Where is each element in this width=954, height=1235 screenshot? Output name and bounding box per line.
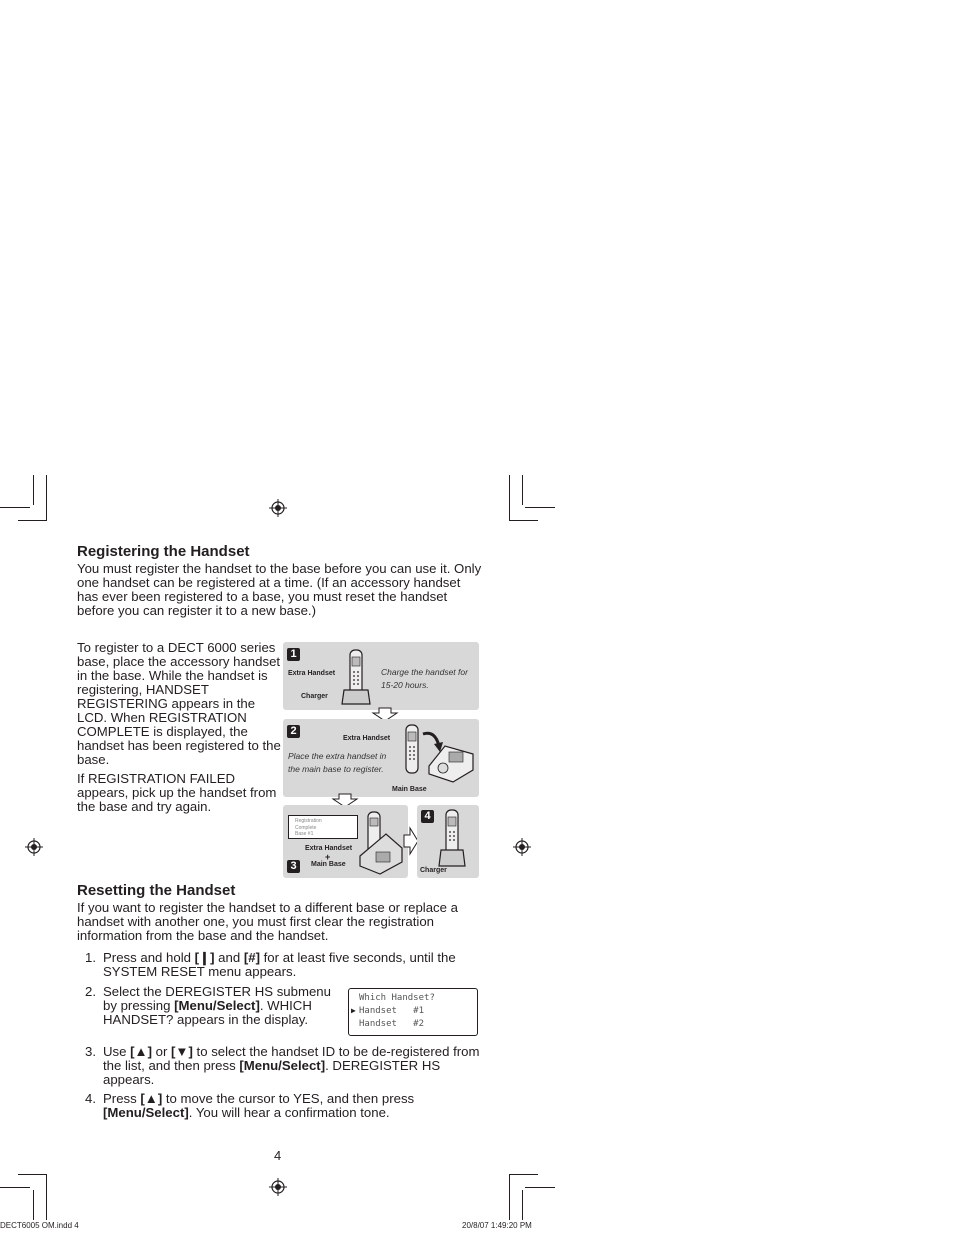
lcd-line: Registration [295,818,322,824]
registration-mark-icon [25,838,43,856]
handset-in-charger-icon [438,808,468,868]
label-charger: Charger [301,693,328,700]
step-text: Use [▲] or [▼] to select the handset ID to be de-registered from the list, and then press [Menu/Select]. DEREGISTER HS appears. [103,1044,480,1087]
crop-mark [509,520,538,521]
resetting-intro: If you want to register the handset to a different base or replace a handset with another one, you must first clear the registration information from the base and the handset. [77,900,458,943]
up-key-icon: [▲] [130,1044,152,1059]
lcd-line: Base #1 [295,831,314,837]
registration-mark-icon [513,838,531,856]
crop-mark [525,507,555,508]
registration-failed-note: If REGISTRATION FAILED appears, pick up the handset from the base and try again. [77,771,277,814]
step-number: 4 [421,810,434,823]
footer-timestamp: 20/8/07 1:49:20 PM [462,1221,532,1230]
label-main-base: Main Base [392,786,427,793]
handset-to-base-icon [403,722,477,784]
crop-mark [0,1187,30,1188]
up-key-icon: [▲] [140,1091,163,1106]
down-key-icon: [▼] [171,1044,193,1059]
step-text: Press [▲] to move the cursor to YES, and then press [Menu/Select]. You will hear a confirmation tone. [103,1091,415,1120]
crop-mark [509,1174,538,1175]
section-title-resetting: Resetting the Handset [77,882,236,899]
registering-intro: You must register the handset to the base before you can use it. Only one handset can be registered at a time. (If an accessory handset has ever been registered to a base, you must reset the handset before you can register it to a new base.) [77,561,482,618]
step-text: Press and hold [❙] and [#] for at least five seconds, until the SYSTEM RESET menu appears. [103,950,456,979]
label-extra-handset: Extra Handset [305,845,353,852]
crop-mark [33,475,34,505]
step-number: 4. [85,1091,96,1106]
footer-file-name: DECT6005 OM.indd 4 [0,1221,79,1230]
handset-in-charger-icon [340,648,376,706]
crop-mark [522,1190,523,1220]
registration-mark-icon [269,499,287,517]
step-number: 2 [287,725,300,738]
crop-mark [525,1187,555,1188]
crop-mark [18,1174,47,1175]
crop-mark [33,1190,34,1220]
crop-mark [509,1174,510,1220]
lcd-line: Handset #1 [359,1006,425,1016]
page-number: 4 [274,1148,282,1163]
crop-mark [522,475,523,505]
step-number: 1 [287,648,300,661]
lcd-line: Complete [295,824,317,831]
crop-mark [46,1174,47,1220]
crop-mark [509,475,510,521]
lcd-which-handset [348,988,478,1036]
crop-mark [46,475,47,521]
registration-mark-icon [269,1178,287,1196]
step-1-note: Charge the handset for 15-20 hours. [381,667,468,690]
step-number: 2. [85,984,96,999]
lcd-registration-complete [288,815,358,839]
crop-mark [18,520,47,521]
step-number: 3 [287,860,300,873]
step-text: Select the DEREGISTER HS submenu by pressing [Menu/Select]. WHICH HANDSET? appears in the display. [103,984,331,1027]
lcd-cursor-icon: ▶ [351,1006,356,1015]
lcd-line: Handset #2 [359,1019,425,1029]
label-extra-handset: Extra Handset [288,670,336,677]
lcd-line: Which Handset? [359,993,435,1003]
crop-mark [0,507,30,508]
step-number: 1. [85,950,96,965]
section-title-registering: Registering the Handset [77,543,250,560]
step-number: 3. [85,1044,96,1059]
label-charger: Charger [420,867,447,874]
plus-sign: + [325,852,331,862]
step-2-note: Place the extra handset in the main base to register. [288,751,387,774]
label-main-base: Main Base [311,861,346,868]
registering-instructions: To register to a DECT 6000 series base, place the accessory handset in the base. While the handset is registering, HANDSET REGISTERING appears in the LCD. When REGISTRATION COMPLETE is displayed, the handset has been registered to the base. [77,640,281,767]
label-extra-handset: Extra Handset [343,735,391,742]
handset-in-base-icon [356,808,406,876]
